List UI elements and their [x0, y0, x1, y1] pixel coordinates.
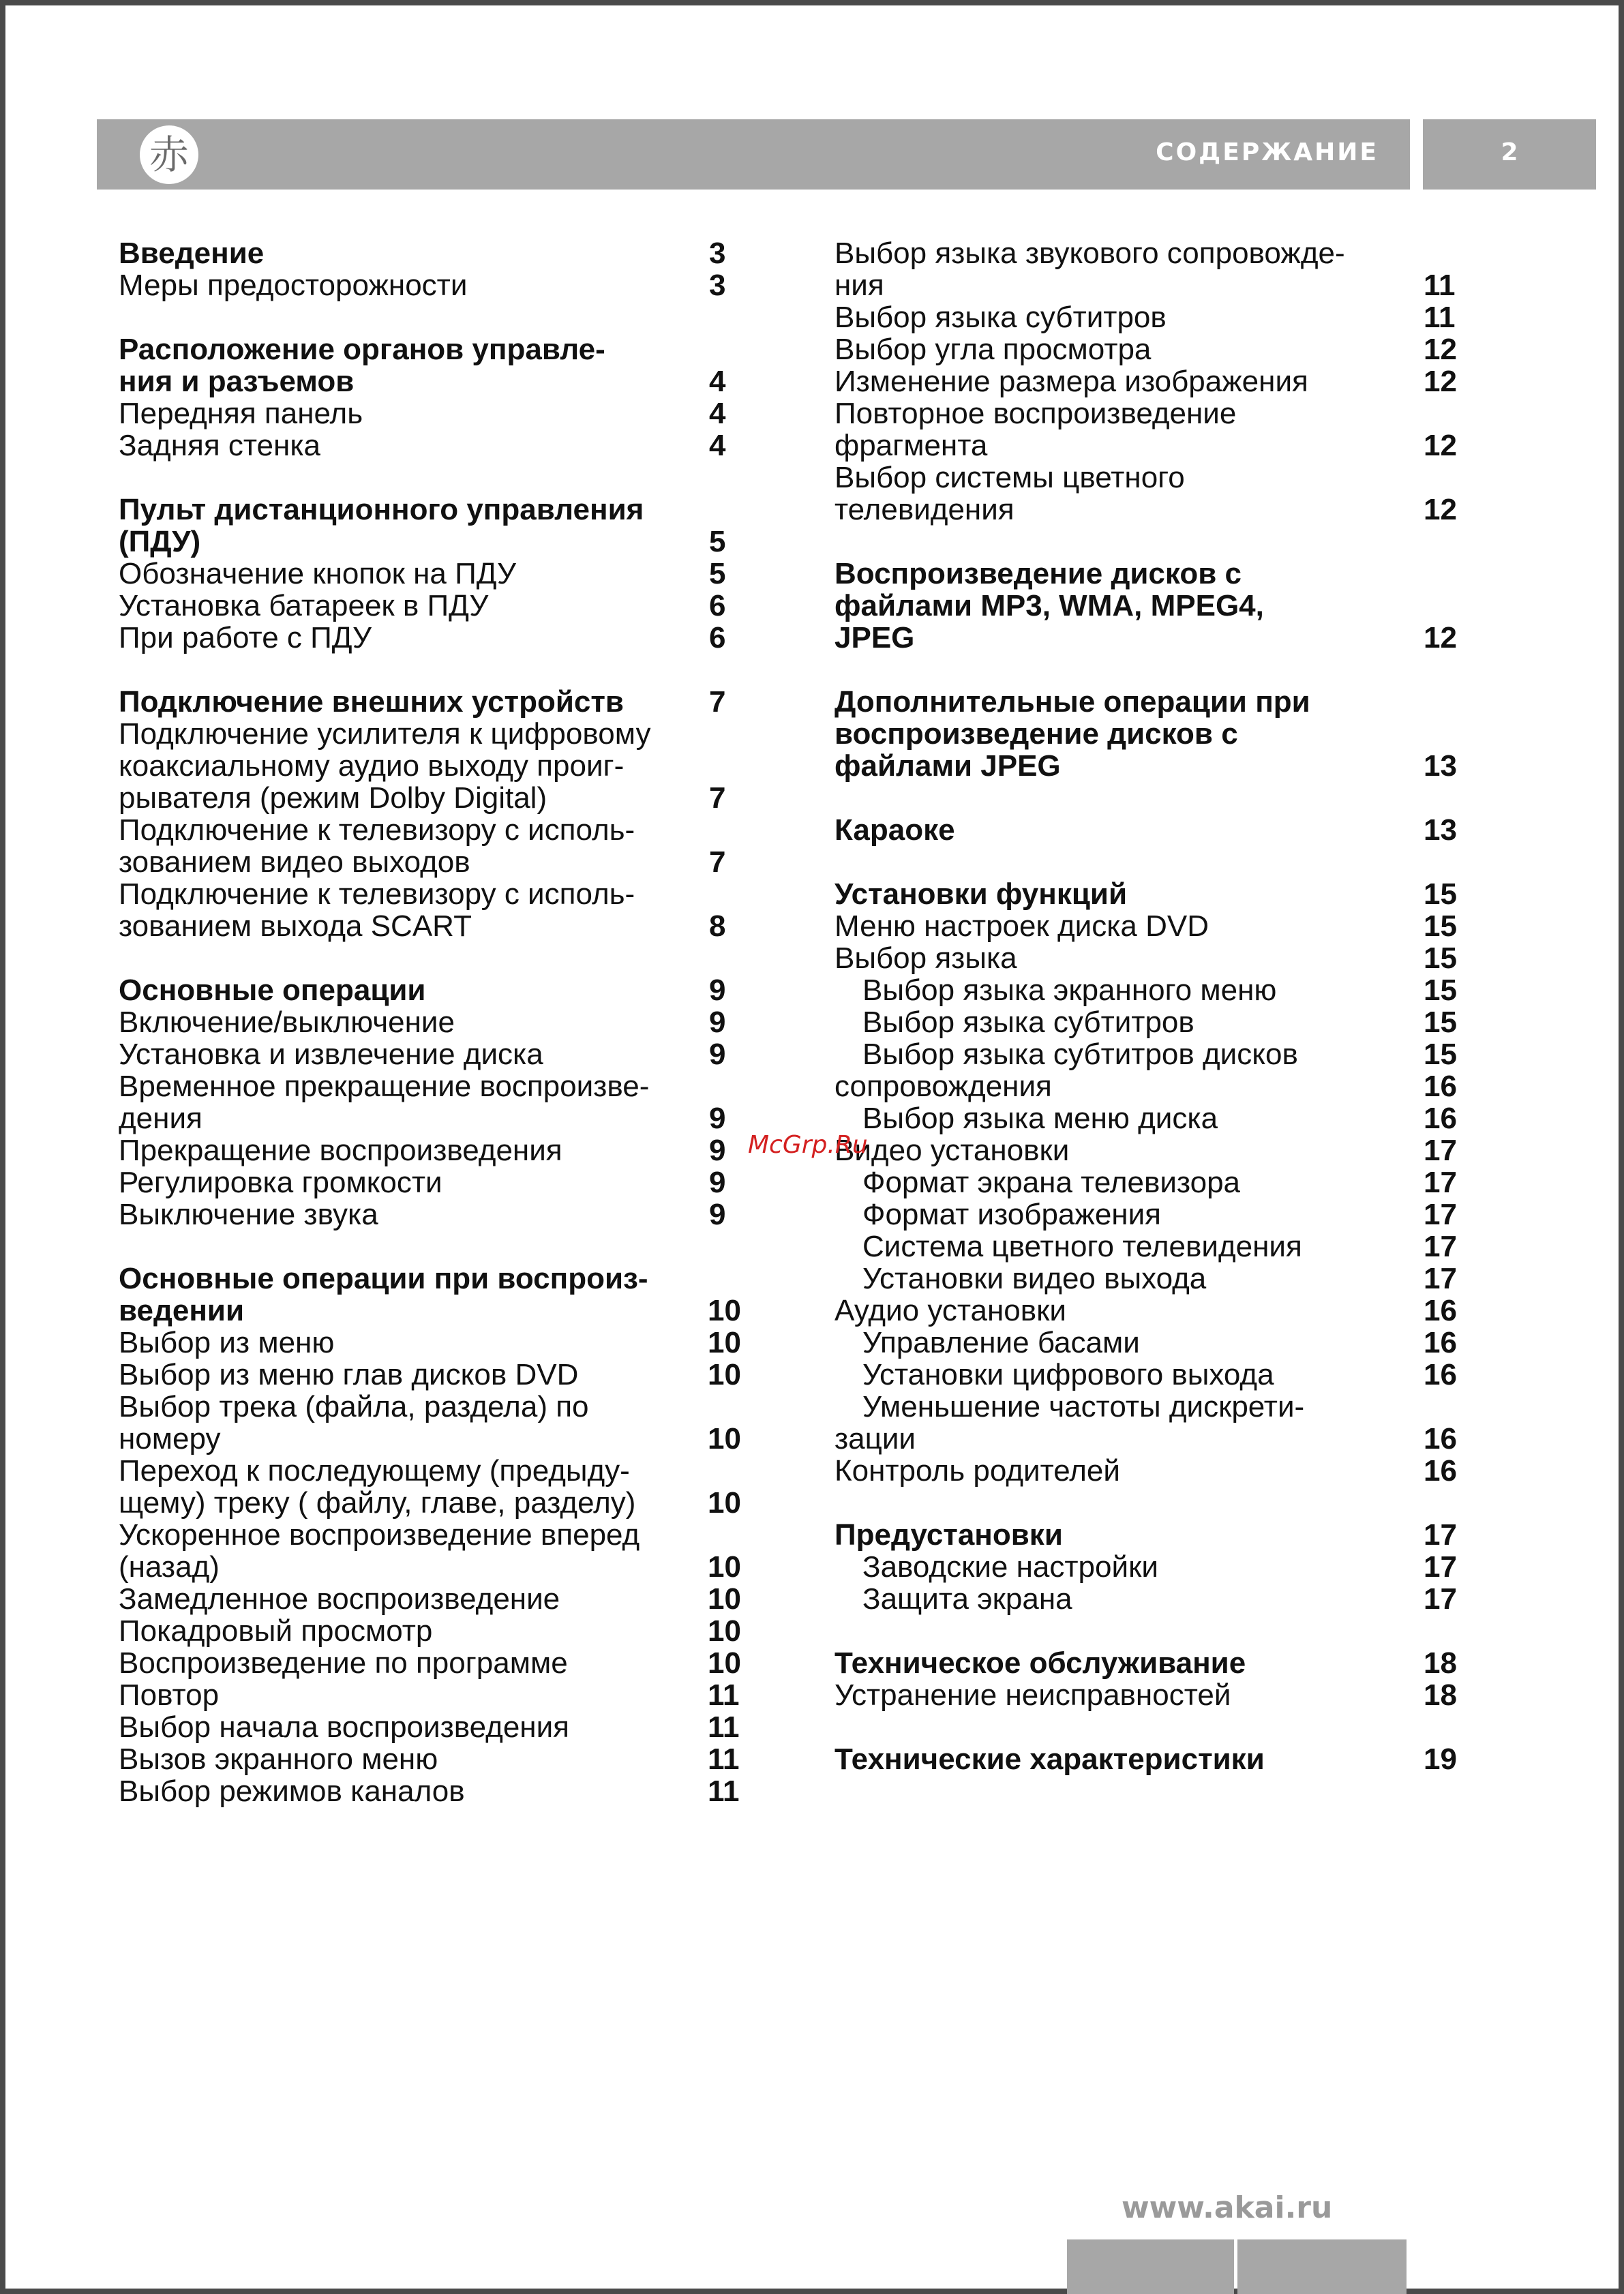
- toc-entry-title: Контроль родителей: [834, 1454, 1120, 1488]
- toc-section-title: Караоке: [834, 813, 955, 847]
- toc-page-number: 9: [709, 1038, 726, 1071]
- toc-entry-title: Выбор языка экранного меню: [862, 974, 1277, 1007]
- toc-entry-title: номеру: [119, 1422, 221, 1455]
- toc-page-number: 11: [1424, 269, 1456, 302]
- toc-page-number: 16: [1424, 1294, 1457, 1327]
- toc-entry-title: Видео установки: [834, 1134, 1070, 1167]
- toc-entry-title: зованием видео выходов: [119, 845, 470, 879]
- toc-entry-title: Регулировка громкости: [119, 1166, 442, 1199]
- toc-page-number: 5: [709, 525, 726, 558]
- toc-page-number: 9: [709, 1102, 726, 1135]
- toc-page-number: 3: [709, 269, 726, 302]
- toc-page-number: 11: [1424, 301, 1456, 334]
- toc-page-number: 9: [709, 1166, 726, 1199]
- toc-section-title: ния и разъемов: [119, 365, 355, 398]
- toc-page-number: 10: [708, 1294, 741, 1327]
- toc-section-title: файлами MP3, WMA, MPEG4,: [834, 589, 1264, 622]
- toc-entry-title: Управление басами: [862, 1326, 1140, 1359]
- toc-entry-title: Выбор языка субтитров: [834, 301, 1167, 334]
- toc-entry-title: Установка и извлечение диска: [119, 1038, 543, 1071]
- toc-entry-title: Вызов экранного меню: [119, 1742, 438, 1776]
- toc-page-number: 13: [1424, 813, 1457, 847]
- toc-entry-title: Подключение к телевизору с исполь-: [119, 877, 635, 911]
- toc-page-number: 10: [708, 1614, 741, 1648]
- toc-entry-title: При работе с ПДУ: [119, 621, 372, 654]
- toc-page-number: 11: [708, 1710, 740, 1744]
- toc-page-number: 18: [1424, 1678, 1457, 1712]
- toc-section-title: воспроизведение дисков с: [834, 717, 1238, 751]
- toc-entry-title: Выбор начала воспроизведения: [119, 1710, 570, 1744]
- toc-entry-title: зованием выхода SCART: [119, 909, 472, 943]
- toc-page-number: 17: [1424, 1230, 1457, 1263]
- toc-section-title: Пульт дистанционного управления: [119, 493, 644, 526]
- toc-entry-title: ния: [834, 269, 884, 302]
- toc-page-number: 17: [1424, 1582, 1457, 1616]
- toc-page-number: 15: [1424, 877, 1457, 911]
- toc-section-title: (ПДУ): [119, 525, 201, 558]
- toc-entry-title: дения: [119, 1102, 202, 1135]
- toc-page-number: 4: [709, 397, 726, 430]
- footer-block-right: [1237, 2239, 1407, 2294]
- toc-page-number: 17: [1424, 1134, 1457, 1167]
- toc-page-number: 7: [709, 781, 726, 815]
- watermark: McGrp.Ru: [748, 1131, 868, 1159]
- toc-page-number: 19: [1424, 1742, 1457, 1776]
- toc-page-number: 4: [709, 365, 726, 398]
- toc-section-title: Расположение органов управле-: [119, 333, 605, 366]
- toc-entry-title: Установка батареек в ПДУ: [119, 589, 489, 622]
- toc-entry-title: сопровождения: [834, 1070, 1052, 1103]
- toc-page-number: 3: [709, 237, 726, 270]
- toc-entry-title: Система цветного телевидения: [862, 1230, 1302, 1263]
- toc-page-number: 4: [709, 429, 726, 462]
- toc-page-number: 9: [709, 1006, 726, 1039]
- toc-entry-title: Устранение неисправностей: [834, 1678, 1231, 1712]
- toc-page-number: 15: [1424, 909, 1457, 943]
- toc-section-title: Техническое обслуживание: [834, 1646, 1246, 1680]
- toc-page-number: 9: [709, 974, 726, 1007]
- toc-page-number: 10: [708, 1486, 741, 1520]
- toc-entry-title: Формат экрана телевизора: [862, 1166, 1241, 1199]
- toc-section-title: Введение: [119, 237, 265, 270]
- toc-page-number: 5: [709, 557, 726, 590]
- toc-entry-title: Покадровый просмотр: [119, 1614, 433, 1648]
- toc-page-number: 16: [1424, 1358, 1457, 1391]
- footer-url: www.akai.ru: [1122, 2190, 1333, 2225]
- toc-entry-title: (назад): [119, 1550, 220, 1584]
- toc-page-number: 7: [709, 845, 726, 879]
- toc-entry-title: Временное прекращение воспроизве-: [119, 1070, 650, 1103]
- toc-entry-title: Защита экрана: [862, 1582, 1072, 1616]
- toc-page-number: 10: [708, 1550, 741, 1584]
- toc-section-title: ведении: [119, 1294, 245, 1327]
- toc-entry-title: Выбор языка: [834, 941, 1017, 975]
- toc-page-number: 15: [1424, 974, 1457, 1007]
- toc-entry-title: Передняя панель: [119, 397, 363, 430]
- toc-section-title: Дополнительные операции при: [834, 685, 1310, 719]
- toc-entry-title: Выбор из меню: [119, 1326, 335, 1359]
- toc-entry-title: Воспроизведение по программе: [119, 1646, 568, 1680]
- toc-page-number: 13: [1424, 749, 1457, 783]
- toc-page-number: 12: [1424, 333, 1457, 366]
- toc-entry-title: рывателя (режим Dolby Digital): [119, 781, 547, 815]
- toc-section-title: Основные операции при воспроиз-: [119, 1262, 648, 1295]
- page-number: 2: [1501, 138, 1518, 166]
- toc-page-number: 9: [709, 1134, 726, 1167]
- toc-page-number: 15: [1424, 941, 1457, 975]
- toc-page-number: 16: [1424, 1070, 1457, 1103]
- toc-page-number: 11: [708, 1678, 740, 1712]
- toc-entry-title: фрагмента: [834, 429, 988, 462]
- toc-entry-title: Меню настроек диска DVD: [834, 909, 1209, 943]
- toc-page-number: 17: [1424, 1198, 1457, 1231]
- toc-entry-title: Заводские настройки: [862, 1550, 1158, 1584]
- brand-logo-icon: 赤: [140, 125, 198, 184]
- toc-page-number: 15: [1424, 1038, 1457, 1071]
- toc-page-number: 6: [709, 589, 726, 622]
- toc-page-number: 8: [709, 909, 726, 943]
- toc-entry-title: Выбор угла просмотра: [834, 333, 1152, 366]
- toc-entry-title: Выбор из меню глав дисков DVD: [119, 1358, 579, 1391]
- toc-page-number: 12: [1424, 429, 1457, 462]
- toc-page-number: 10: [708, 1326, 741, 1359]
- toc-page-number: 15: [1424, 1006, 1457, 1039]
- toc-entry-title: Выбор языка звукового сопровожде-: [834, 237, 1345, 270]
- toc-section-title: Технические характеристики: [834, 1742, 1265, 1776]
- toc-entry-title: зации: [834, 1422, 916, 1455]
- toc-page-number: 12: [1424, 365, 1457, 398]
- toc-page-number: 11: [708, 1742, 740, 1776]
- toc-page-number: 6: [709, 621, 726, 654]
- section-title: СОДЕРЖАНИЕ: [1156, 138, 1379, 166]
- toc-entry-title: Выбор трека (файла, раздела) по: [119, 1390, 589, 1423]
- toc-page-number: 17: [1424, 1518, 1457, 1552]
- toc-entry-title: щему) треку ( файлу, главе, разделу): [119, 1486, 636, 1520]
- toc-page-number: 16: [1424, 1422, 1457, 1455]
- toc-entry-title: Замедленное воспроизведение: [119, 1582, 560, 1616]
- toc-entry-title: Ускоренное воспроизведение вперед: [119, 1518, 640, 1552]
- toc-section-title: Установки функций: [834, 877, 1128, 911]
- toc-entry-title: Установки цифрового выхода: [862, 1358, 1274, 1391]
- toc-page-number: 18: [1424, 1646, 1457, 1680]
- toc-page-number: 12: [1424, 493, 1457, 526]
- toc-entry-title: Меры предосторожности: [119, 269, 468, 302]
- toc-entry-title: Установки видео выхода: [862, 1262, 1207, 1295]
- toc-page-number: 10: [708, 1422, 741, 1455]
- toc-entry-title: Изменение размера изображения: [834, 365, 1308, 398]
- toc-page-number: 11: [708, 1775, 740, 1808]
- toc-entry-title: Выбор языка субтитров: [862, 1006, 1194, 1039]
- toc-page-number: 16: [1424, 1102, 1457, 1135]
- toc-entry-title: телевидения: [834, 493, 1014, 526]
- toc-entry-title: Обозначение кнопок на ПДУ: [119, 557, 516, 590]
- toc-entry-title: Выбор режимов каналов: [119, 1775, 465, 1808]
- toc-entry-title: Включение/выключение: [119, 1006, 455, 1039]
- toc-page-number: 16: [1424, 1454, 1457, 1488]
- toc-page-number: 10: [708, 1582, 741, 1616]
- toc-entry-title: Выбор языка субтитров дисков: [862, 1038, 1298, 1071]
- toc-section-title: Основные операции: [119, 974, 426, 1007]
- toc-entry-title: Прекращение воспроизведения: [119, 1134, 562, 1167]
- toc-section-title: Предустановки: [834, 1518, 1063, 1552]
- toc-entry-title: Подключение усилителя к цифровому: [119, 717, 651, 751]
- toc-section-title: Подключение внешних устройств: [119, 685, 624, 719]
- toc-section-title: файлами JPEG: [834, 749, 1061, 783]
- toc-entry-title: Подключение к телевизору с исполь-: [119, 813, 635, 847]
- toc-page-number: 7: [709, 685, 726, 719]
- toc-entry-title: Переход к последующему (предыду-: [119, 1454, 630, 1488]
- toc-entry-title: Аудио установки: [834, 1294, 1066, 1327]
- toc-page-number: 12: [1424, 621, 1457, 654]
- toc-page-number: 17: [1424, 1550, 1457, 1584]
- toc-entry-title: коаксиальному аудио выходу проиг-: [119, 749, 625, 783]
- toc-page-number: 10: [708, 1646, 741, 1680]
- toc-entry-title: Повтор: [119, 1678, 220, 1712]
- toc-entry-title: Задняя стенка: [119, 429, 321, 462]
- toc-page-number: 9: [709, 1198, 726, 1231]
- toc-entry-title: Выключение звука: [119, 1198, 378, 1231]
- toc-page-number: 10: [708, 1358, 741, 1391]
- toc-entry-title: Выбор языка меню диска: [862, 1102, 1218, 1135]
- toc-page-number: 17: [1424, 1166, 1457, 1199]
- footer-block-left: [1067, 2239, 1234, 2294]
- toc-entry-title: Выбор системы цветного: [834, 461, 1185, 494]
- toc-entry-title: Уменьшение частоты дискрети-: [862, 1390, 1305, 1423]
- toc-page-number: 17: [1424, 1262, 1457, 1295]
- toc-section-title: Воспроизведение дисков с: [834, 557, 1242, 590]
- toc-entry-title: Формат изображения: [862, 1198, 1162, 1231]
- toc-entry-title: Повторное воспроизведение: [834, 397, 1237, 430]
- toc-section-title: JPEG: [834, 621, 915, 654]
- toc-page-number: 16: [1424, 1326, 1457, 1359]
